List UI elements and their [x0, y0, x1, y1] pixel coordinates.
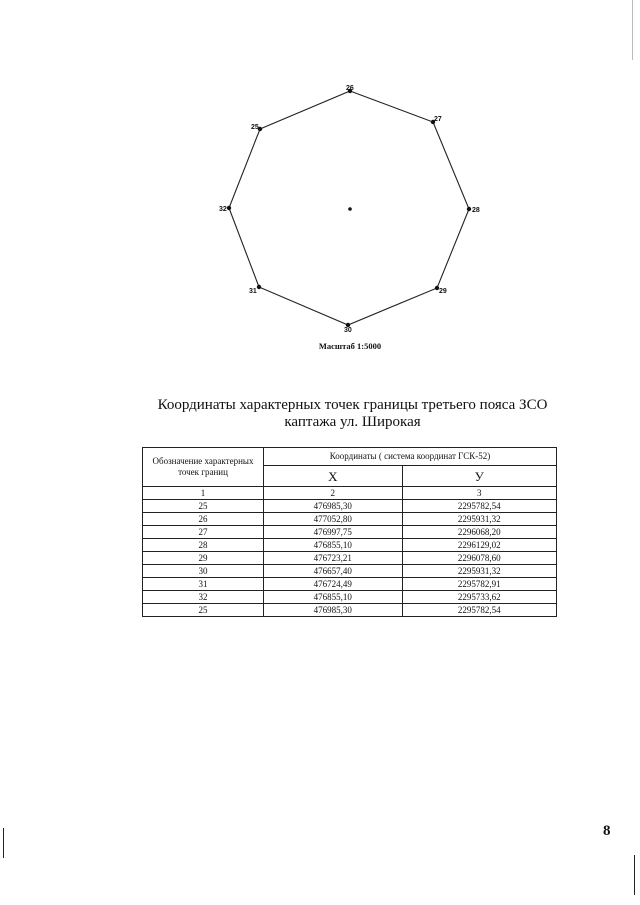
title-line-1: Координаты характерных точек границы третьего пояса ЗСО — [157, 397, 548, 413]
column-number: 1 — [143, 487, 264, 500]
table-row — [143, 513, 557, 526]
column-number: 3 — [402, 487, 556, 500]
point-cell: 29 — [143, 552, 264, 565]
table-row — [143, 500, 557, 513]
vertex-label: 26 — [346, 85, 354, 92]
boundary-plan — [0, 0, 640, 380]
vertex-25 — [251, 124, 262, 131]
point-cell: 27 — [143, 526, 264, 539]
point-cell: 28 — [143, 539, 264, 552]
vertex-label: 32 — [219, 206, 227, 213]
vertex-label: 28 — [472, 207, 480, 214]
y-cell: 2295782,54 — [402, 604, 556, 617]
x-cell: 476985,30 — [264, 500, 403, 513]
vertex-label: 25 — [251, 124, 259, 131]
table-row — [143, 604, 557, 617]
vertex-label: 27 — [434, 116, 442, 123]
x-cell: 477052,80 — [264, 513, 403, 526]
numbering-row — [143, 487, 557, 500]
point-cell: 25 — [143, 604, 264, 617]
y-cell: 2295733,62 — [402, 591, 556, 604]
vertex-31 — [249, 285, 261, 295]
x-cell: 476985,30 — [264, 604, 403, 617]
vertex-29 — [435, 286, 447, 295]
x-cell: 476855,10 — [264, 539, 403, 552]
vertex-27 — [431, 116, 442, 124]
x-cell: 476855,10 — [264, 591, 403, 604]
center-point — [348, 207, 352, 211]
table-row — [143, 565, 557, 578]
table-row — [143, 578, 557, 591]
y-cell: 2295782,54 — [402, 500, 556, 513]
y-cell: 2296078,60 — [402, 552, 556, 565]
coordinates-table — [142, 447, 557, 617]
vertex-label: 31 — [249, 288, 257, 295]
header-coordinate-system: Координаты ( система координат ГСК-52) — [264, 448, 557, 466]
table-row — [143, 526, 557, 539]
scale-label: Масштаб 1:5000 — [318, 341, 382, 351]
x-cell: 476997,75 — [264, 526, 403, 539]
y-cell: 2296129,02 — [402, 539, 556, 552]
scan-mark-right-top — [632, 0, 633, 60]
title-line-2: каптажа ул. Широкая — [284, 414, 421, 430]
point-cell: 32 — [143, 591, 264, 604]
document-title — [100, 397, 605, 431]
header-y: У — [402, 466, 556, 487]
header-x: X — [264, 466, 403, 487]
vertex-label: 30 — [344, 327, 352, 334]
y-cell: 2296068,20 — [402, 526, 556, 539]
x-cell: 476724,49 — [264, 578, 403, 591]
column-number: 2 — [264, 487, 403, 500]
point-cell: 25 — [143, 500, 264, 513]
x-cell: 476657,40 — [264, 565, 403, 578]
table-row — [143, 539, 557, 552]
header-designation: Обозначение характерных точек границ — [143, 448, 264, 487]
point-cell: 31 — [143, 578, 264, 591]
scan-mark-left — [3, 828, 4, 858]
vertex-label: 29 — [439, 288, 447, 295]
point-cell: 30 — [143, 565, 264, 578]
vertex-32 — [219, 206, 231, 213]
y-cell: 2295931,32 — [402, 565, 556, 578]
vertex-30 — [344, 323, 352, 334]
y-cell: 2295931,32 — [402, 513, 556, 526]
header-row — [143, 448, 557, 466]
page-number: 8 — [603, 823, 611, 839]
table-row — [143, 591, 557, 604]
scan-mark-right — [634, 855, 635, 895]
vertex-26 — [346, 85, 354, 93]
x-cell: 476723,21 — [264, 552, 403, 565]
point-cell: 26 — [143, 513, 264, 526]
vertex-28 — [467, 207, 480, 214]
table-row — [143, 552, 557, 565]
y-cell: 2295782,91 — [402, 578, 556, 591]
